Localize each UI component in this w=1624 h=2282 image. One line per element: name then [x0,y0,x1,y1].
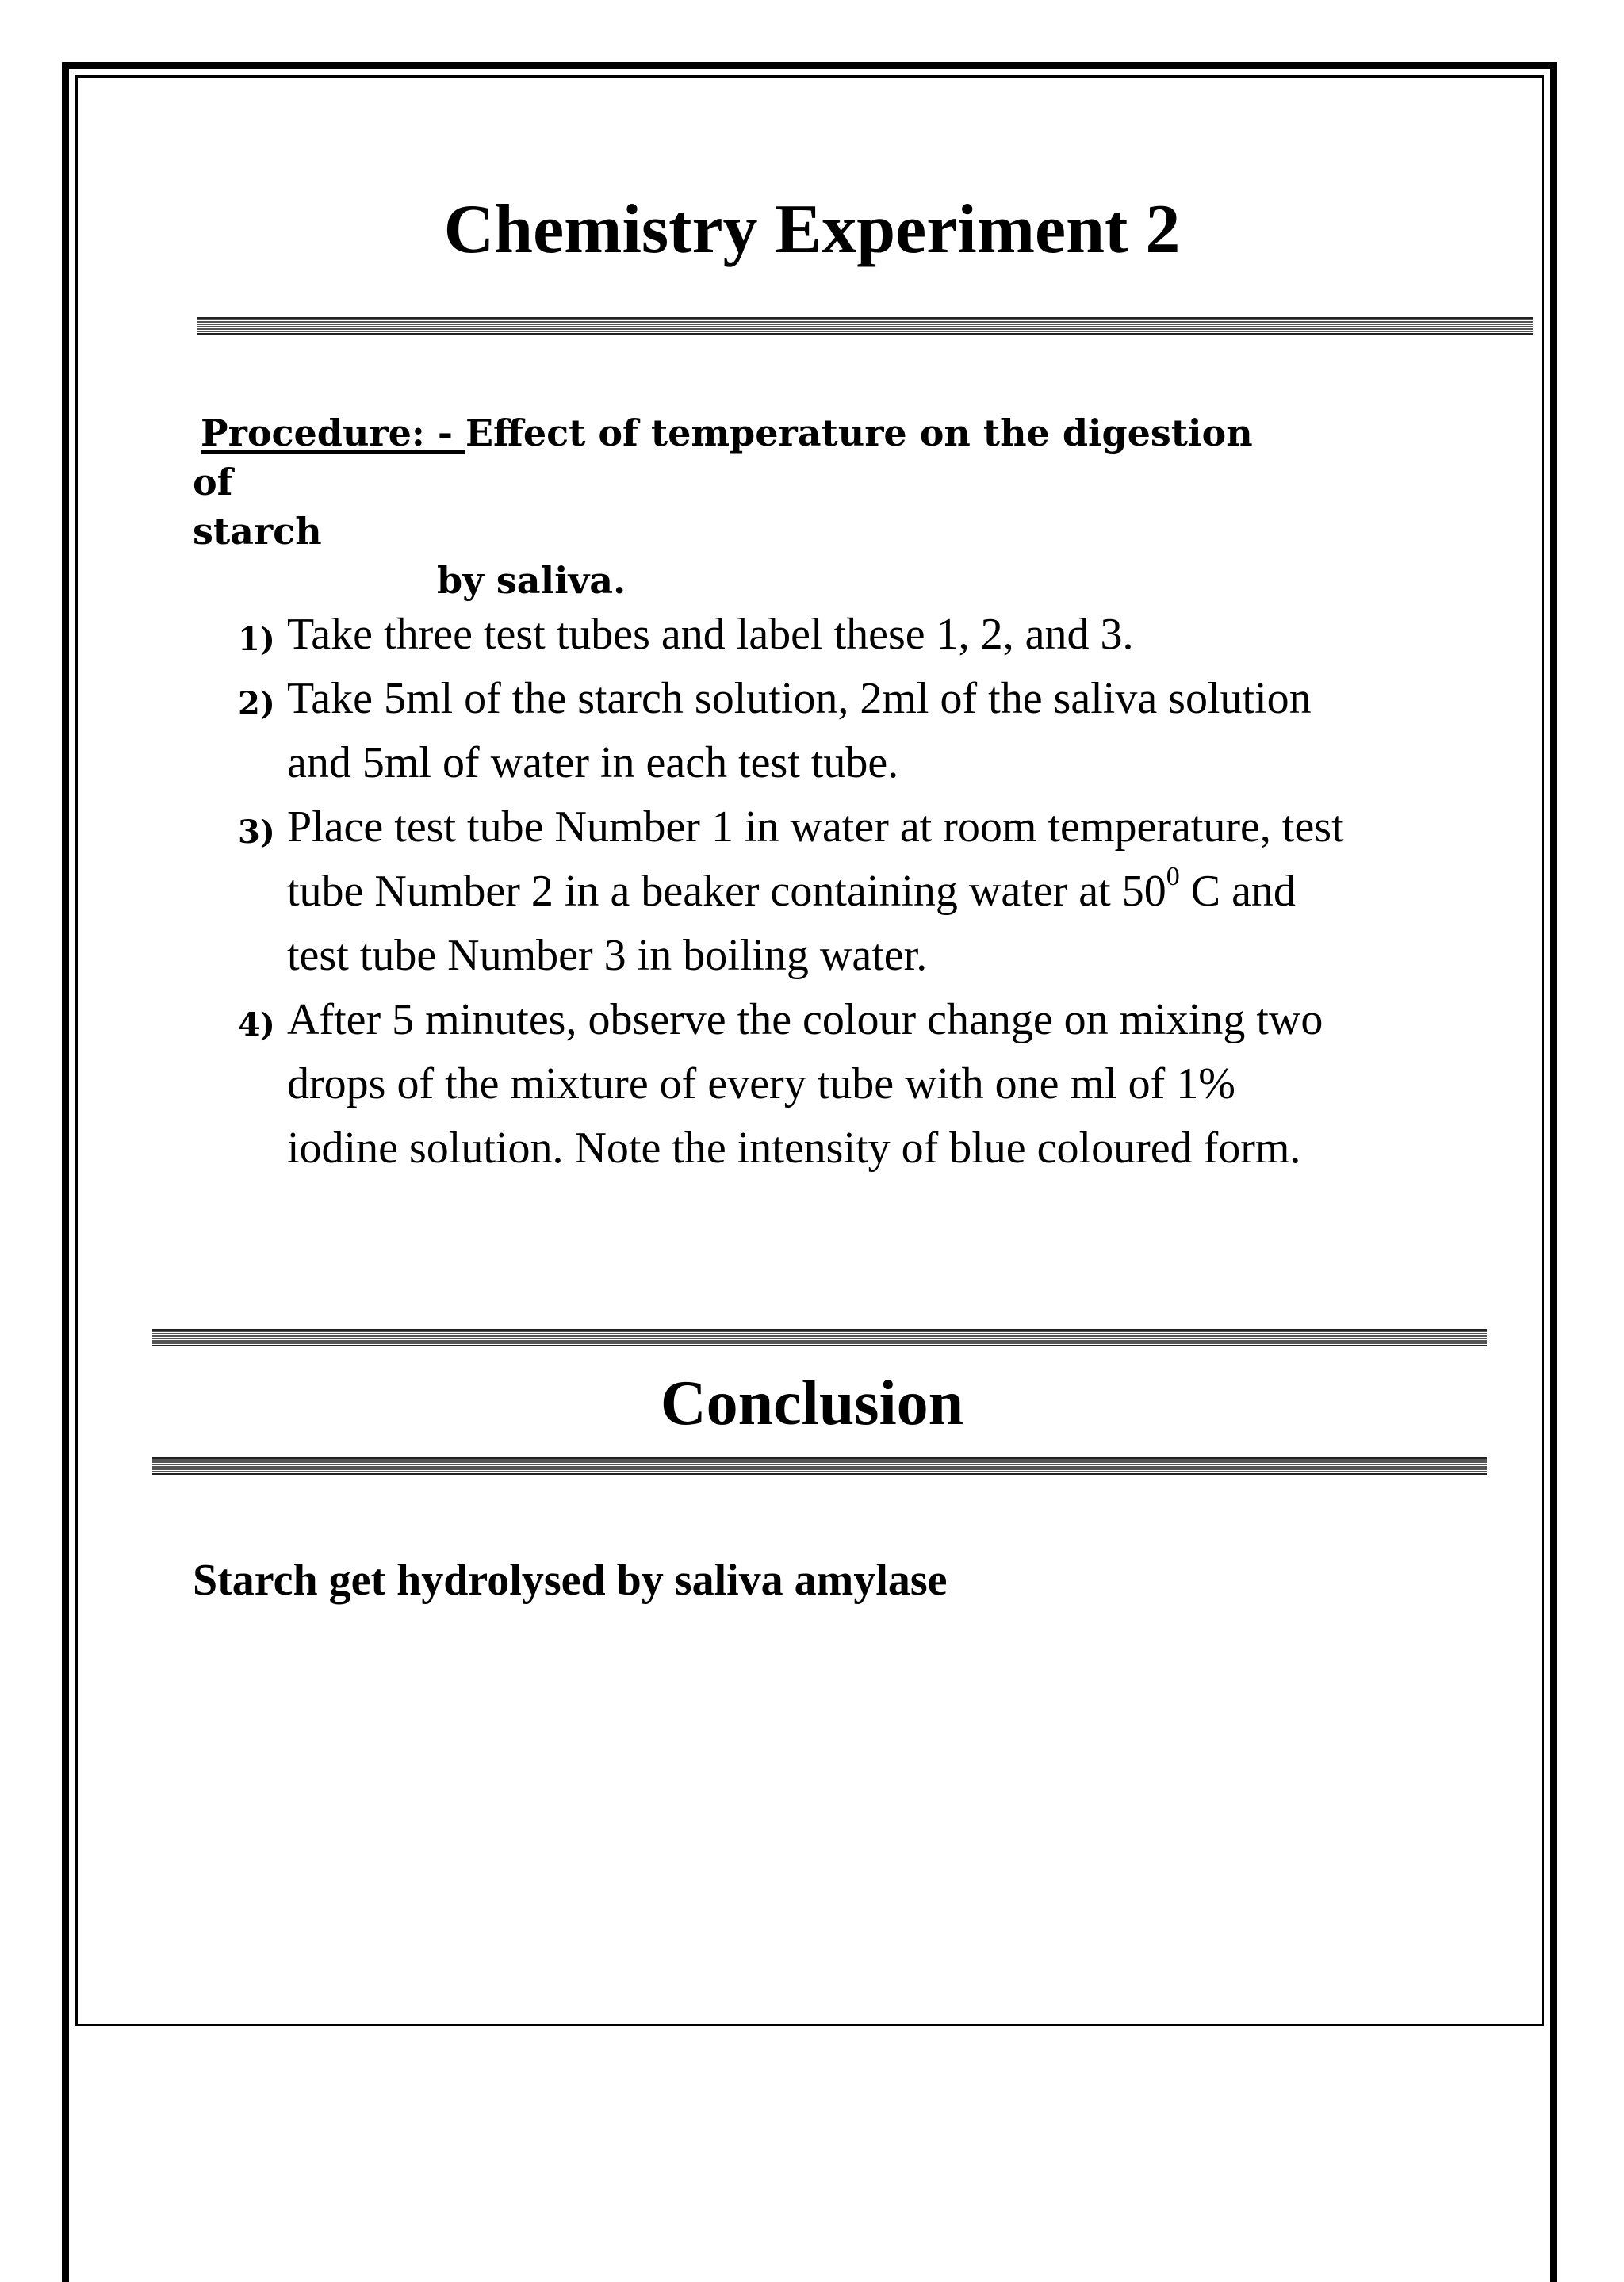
list-item [238,988,1475,1181]
conclusion-divider-bottom [152,1457,1487,1475]
conclusion-text: Starch get hydrolysed by saliva amylase [193,1556,948,1605]
step-line: Place test tube Number 1 in water at room temperature, test [287,802,1344,852]
document-title: Chemistry Experiment 2 [443,191,1181,268]
step-number: 4) [238,1006,275,1043]
step-line: iodine solution. Note the intensity of blue coloured form. [287,1124,1301,1173]
step-number: 3) [238,814,275,851]
conclusion-divider-top [152,1329,1487,1346]
procedure-heading [193,408,1303,605]
conclusion-heading: Conclusion [660,1369,964,1438]
procedure-steps [238,603,1475,1181]
procedure-label: Procedure: - [201,412,465,454]
step-line: Take three test tubes and label these 1, 2, and 3. [287,610,1134,659]
degree-superscript: 0 [1166,862,1180,891]
procedure-heading-line2: starch [193,510,322,553]
step-line: and 5ml of water in each test tube. [287,738,899,787]
step-line-suffix: C and [1179,867,1296,916]
step-line: tube Number 2 in a beaker containing water at 50 [287,867,1166,916]
step-line: test tube Number 3 in boiling water. [287,931,928,980]
list-item [238,603,1475,667]
step-number: 2) [238,685,275,722]
list-item [238,795,1475,988]
list-item [238,667,1475,795]
step-line: Take 5ml of the starch solution, 2ml of the saliva solution [287,674,1312,723]
procedure-heading-line3: by saliva. [437,559,626,602]
step-line: After 5 minutes, observe the colour change on mixing two [287,995,1323,1044]
step-line: drops of the mixture of every tube with one ml of 1% [287,1059,1235,1108]
title-divider [197,317,1533,335]
procedure-heading-line1: Effect of temperature on the digestion of [193,412,1253,503]
step-number: 1) [238,621,275,658]
